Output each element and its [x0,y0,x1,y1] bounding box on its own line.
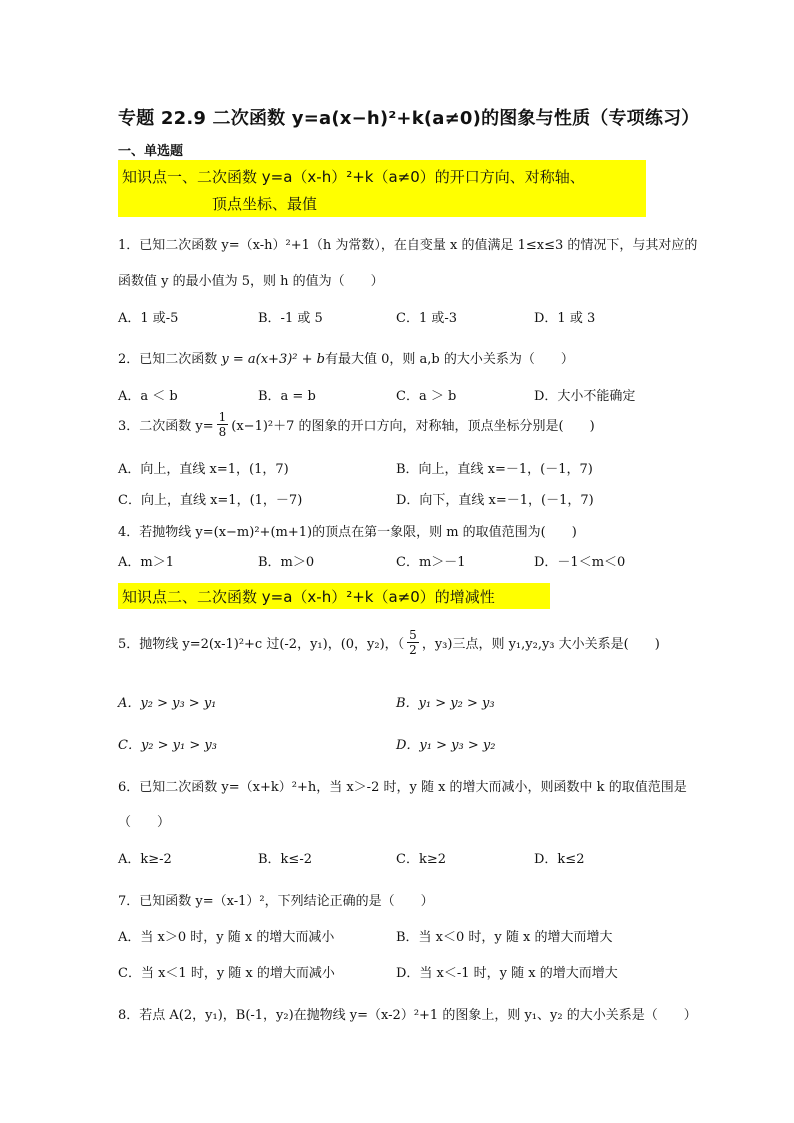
question-4-stem: 4．若抛物线 y=(x−m)²+(m+1)的顶点在第一象限，则 m 的取值范围为( ) [118,525,577,540]
topic-2-highlight [118,583,550,609]
question-6-option-c: C．k≥2 [396,852,446,867]
question-5-fraction-denominator: 2 [409,643,417,657]
question-1-line-1: 1．已知二次函数 y=（x-h）²+1（h 为常数），在自变量 x 的值满足 1≤x≤3 的情况下，与其对应的 [118,238,698,253]
question-7-option-b: B．当 x＜0 时，y 随 x 的增大而增大 [396,930,613,945]
question-1-option-d: D．1 或 3 [534,311,596,326]
question-2-formula: y = a(x+3)² + b [221,352,325,367]
question-5-suffix: ，y₃)三点，则 y₁,y₂,y₃ 大小关系是( ) [421,637,660,652]
question-5-option-a: A．y₂ > y₃ > y₁ [118,696,217,711]
topic-1-line-2: 顶点坐标、最值 [212,195,318,213]
question-4-option-d: D．－1＜m＜0 [534,555,626,570]
question-3-option-c: C．向上，直线 x=1，(1，－7) [118,493,303,508]
question-6-option-b: B．k≤-2 [258,852,312,867]
question-2-option-b: B．a = b [258,389,316,404]
question-4-option-b: B．m＞0 [258,555,315,570]
question-2-option-c: C．a ＞ b [396,389,457,404]
topic-2-line-1: 知识点二、二次函数 y=a（x-h）²+k（a≠0）的增减性 [122,588,495,606]
question-3-fraction [217,410,229,439]
question-6-line-1: 6．已知二次函数 y=（x+k）²+h，当 x＞-2 时，y 随 x 的增大而减小，则函数中 k 的取值范围是 [118,780,687,795]
question-6-line-2: （ ） [118,815,171,830]
question-3-option-d: D．向下，直线 x=－1，(－1，7) [396,493,594,508]
question-7-option-a: A．当 x＞0 时，y 随 x 的增大而减小 [118,930,335,945]
question-5-stem [118,628,660,657]
section-label: 一、单选题 [118,144,184,159]
question-3-fraction-numerator: 1 [218,410,227,424]
question-6-option-d: D．k≤2 [534,852,585,867]
question-5-option-d: D．y₁ > y₃ > y₂ [396,738,496,753]
question-3-option-a: A．向上，直线 x=1，(1，7) [118,462,289,477]
question-7-option-c: C．当 x＜1 时，y 随 x 的增大而减小 [118,966,335,981]
question-3-stem [118,410,595,439]
question-2-stem [118,348,574,367]
question-6-option-a: A．k≥-2 [118,852,172,867]
question-5-option-c: C．y₂ > y₁ > y₃ [118,738,217,753]
question-1-line-2: 函数值 y 的最小值为 5，则 h 的值为（ ） [118,274,384,289]
question-2-suffix: 有最大值 0，则 a,b 的大小关系为（ ） [325,352,574,367]
question-2-option-a: A．a ＜ b [118,389,178,404]
question-4-option-c: C．m＞－1 [396,555,466,570]
question-3-fraction-denominator: 8 [218,425,227,439]
question-5-prefix: 5．抛物线 y=2(x-1)²+c 过(-2，y₁)，(0，y₂)，（ [118,637,405,652]
question-2-option-d: D．大小不能确定 [534,389,636,404]
question-5-fraction [407,628,419,657]
question-1-option-a: A．1 或-5 [118,311,179,326]
question-7-stem: 7．已知函数 y=（x-1）²，下列结论正确的是（ ） [118,894,434,909]
question-3-option-b: B．向上，直线 x=－1，(－1，7) [396,462,593,477]
question-2-prefix: 2．已知二次函数 [118,352,222,367]
question-3-prefix: 3．二次函数 y= [118,419,214,434]
topic-1-line-1: 知识点一、二次函数 y=a（x-h）²+k（a≠0）的开口方向、对称轴、 [122,168,585,186]
question-7-option-d: D．当 x＜-1 时，y 随 x 的增大而增大 [396,966,618,981]
question-4-option-a: A．m＞1 [118,555,174,570]
question-5-fraction-numerator: 5 [409,628,417,642]
page-title: 专题 22.9 二次函数 y=a(x−h)²+k(a≠0)的图象与性质（专项练习） [118,108,700,129]
question-8-stem: 8．若点 A(2，y₁)，B(-1，y₂)在抛物线 y=（x-2）²+1 的图象上，则 y₁、y₂ 的大小关系是（ ） [118,1008,697,1023]
topic-1-highlight [118,160,646,217]
question-5-option-b: B．y₁ > y₂ > y₃ [396,696,495,711]
question-3-suffix: (x−1)²＋7 的图象的开口方向，对称轴，顶点坐标分别是( ) [231,419,595,434]
question-1-option-c: C．1 或-3 [396,311,458,326]
question-1-option-b: B．-1 或 5 [258,311,323,326]
